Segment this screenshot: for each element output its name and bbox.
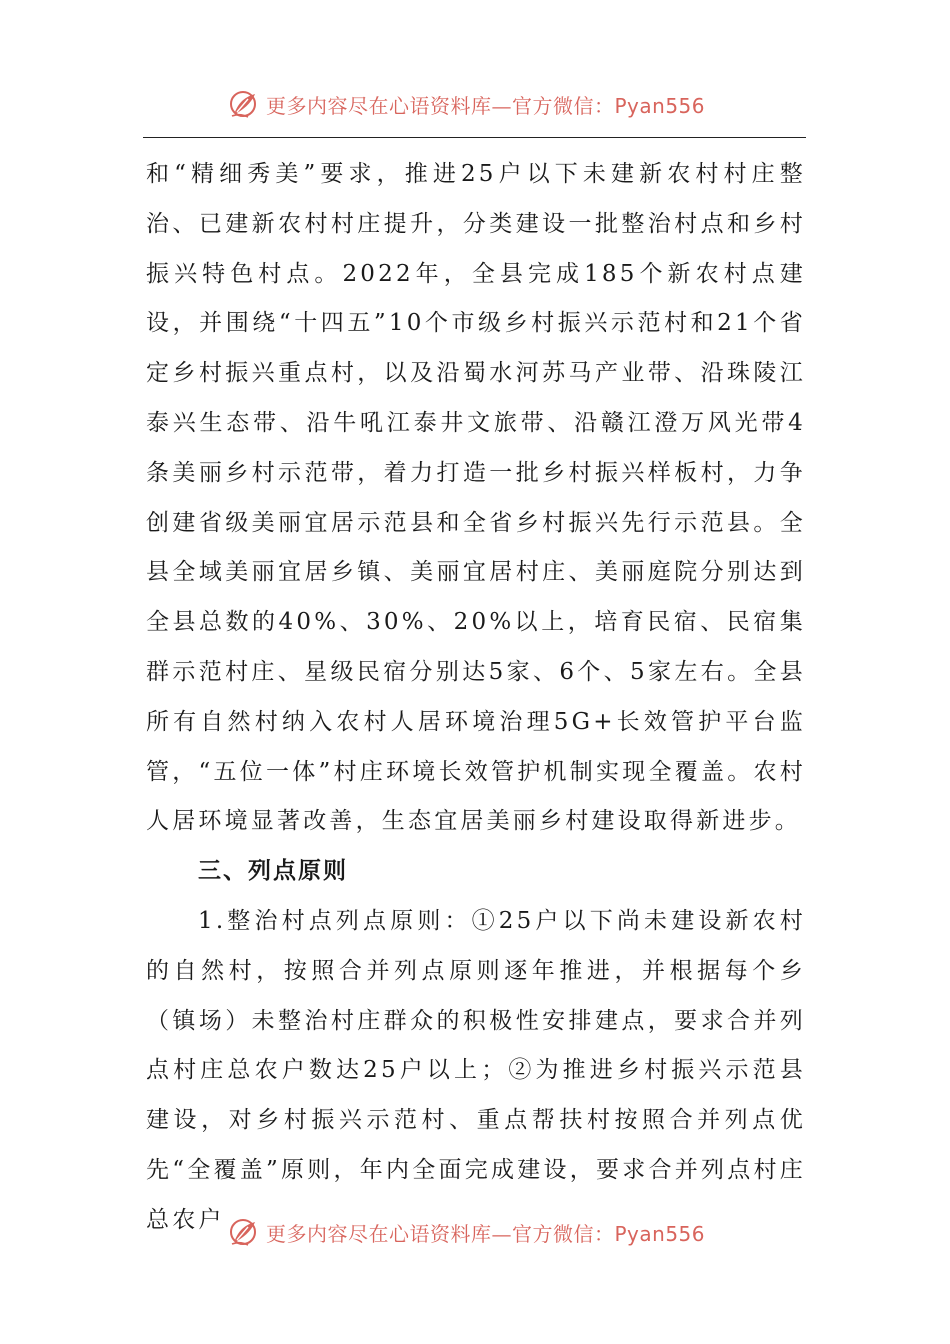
- watermark-wechat-id: Pyan556: [614, 1221, 706, 1246]
- pen-nib-logo-icon: [228, 1215, 262, 1249]
- document-body: [146, 150, 806, 1246]
- watermark-label: 更多内容尽在心语资料库—官方微信：: [266, 93, 615, 118]
- body-paragraph-1: 和“精细秀美”要求，推进25户以下未建新农村村庄整治、已建新农村村庄提升，分类建设一批整治村点和乡村振兴特色村点。2022年，全县完成185个新农村点建设，并围绕“十四五”10个市级乡村振兴示范村和21个省定乡村振兴重点村，以及沿蜀水河苏马产业带、沿珠陵江泰兴生态带、沿牛吼江泰井文旅带、沿赣江澄万风光带4条美丽乡村示范带，着力打造一批乡村振兴样板村，力争创建省级美丽宜居示范县和全省乡村振兴先行示范县。全县全域美丽宜居乡镇、美丽宜居村庄、美丽庭院分别达到全县总数的40%、30%、20%以上，培育民宿、民宿集群示范村庄、星级民宿分别达5家、6个、5家左右。全县所有自然村纳入农村人居环境治理5G+长效管护平台监管，“五位一体”村庄环境长效管护机制实现全覆盖。农村人居环境显著改善，生态宜居美丽乡村建设取得新进步。: [146, 161, 806, 835]
- watermark-wechat-id: Pyan556: [614, 93, 706, 118]
- watermark-label: 更多内容尽在心语资料库—官方微信：: [266, 1221, 615, 1246]
- footer-watermark: [228, 1212, 705, 1252]
- watermark-text: [266, 1218, 705, 1247]
- body-paragraph-2: 1.整治村点列点原则：①25户以下尚未建设新农村的自然村，按照合并列点原则逐年推进，并根据每个乡（镇场）未整治村庄群众的积极性安排建点，要求合并列点村庄总农户数达25户以上；②为推进乡村振兴示范县建设，对乡村振兴示范村、重点帮扶村按照合并列点优先“全覆盖”原则，年内全面完成建设，要求合并列点村庄总农户: [146, 907, 806, 1233]
- header-watermark: [228, 84, 705, 124]
- header-divider: [143, 137, 806, 138]
- section-heading: 三、列点原则: [198, 858, 348, 885]
- pen-nib-logo-icon: [228, 87, 262, 121]
- watermark-text: [266, 90, 705, 119]
